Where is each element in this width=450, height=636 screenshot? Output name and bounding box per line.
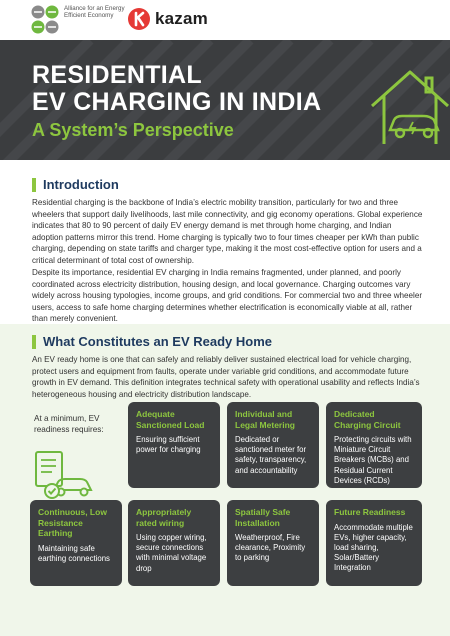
heading-accent-bar <box>32 335 36 349</box>
requirement-card-desc: Accommodate multiple EVs, higher capacity, load sharing, Solar/Battery Integration <box>334 522 413 573</box>
requirement-card <box>326 402 422 488</box>
header-logos <box>0 0 450 40</box>
ev-ready-heading <box>32 334 272 349</box>
intro-paragraph-2: Despite its importance, residential EV charging in India remains fragmented, under planned, and poorly coordinated across electricity distribution, housing design, and local governance. Charging outcomes vary widely across housing typologies, income groups, and grid conditions. For commercial two and three wheeler users, access to safe home charging determines whether electrification is economically viable at all, rather than merely convenient. <box>32 268 423 324</box>
requirement-card-desc: Using copper wiring, secure connections with minimal voltage drop <box>136 533 207 573</box>
requirement-card-title: Appropriately rated wiring <box>136 507 192 528</box>
kazam-logo-text: kazam <box>155 9 208 28</box>
requirement-card-desc: Protecting circuits with Miniature Circuit Breakers (MCBs) and Residual Current Devices (RCDs) <box>334 435 412 485</box>
page-title-line2: EV CHARGING IN INDIA <box>32 88 322 116</box>
requirement-card-title: Spatially Safe Installation <box>235 507 291 528</box>
aeee-logo-text: Alliance for an Energy Efficient Economy <box>64 5 125 19</box>
requirement-card-title: Future Readiness <box>334 507 406 517</box>
ev-ready-paragraph: An EV ready home is one that can safely and reliably deliver sustained electrical load for vehicle charging, protect users and equipment from faults, operate under variable grid conditions, and accommodate future growth in EV demand. This definition integrates technical safety with operational usability and reflects India’s heterogeneous housing and electricity distribution landscape. <box>32 355 420 399</box>
aeee-logo-icon <box>30 4 60 36</box>
requirement-card-desc: Weatherproof, Fire clearance, Proximity to parking <box>235 533 306 563</box>
intro-paragraph-1: Residential charging is the backbone of India’s electric mobility transition, particularly for two and three wheelers that support daily livelihoods, last mile connectivity, and gig economy operations. Global experience indicates that 80 to 90 percent of daily EV energy demand is met through home charging, and Indian adoption patterns mirror this trend. Home charging is typically two to four times cheaper per kWh than public charging, depending on state tariffs and charger type, making it the most cost-effective option for users and a critical determinant of total cost of ownership. <box>32 198 423 265</box>
intro-heading-text: Introduction <box>43 177 119 192</box>
kazam-logo-icon <box>128 8 150 30</box>
requirement-card-title: Dedicated Charging Circuit <box>334 409 401 430</box>
checklist-ev-icon <box>32 446 96 502</box>
requirement-card <box>227 402 319 488</box>
requirement-card-title: Adequate Sanctioned Load <box>136 409 205 430</box>
house-ev-car-icon <box>370 66 450 146</box>
page-subtitle: A System’s Perspective <box>32 120 234 140</box>
requirement-card <box>326 500 422 586</box>
requirement-card <box>128 402 220 488</box>
minimum-requirements-label: At a minimum, EV readiness requires: <box>34 414 104 434</box>
kazam-logo <box>128 6 208 32</box>
ev-ready-heading-text: What Constitutes an EV Ready Home <box>43 334 272 349</box>
hero-banner <box>0 40 450 160</box>
page-title-line1: RESIDENTIAL <box>32 61 202 89</box>
requirement-card <box>128 500 220 586</box>
requirement-card <box>227 500 319 586</box>
requirement-card-title: Continuous, Low Resistance Earthing <box>38 507 107 538</box>
requirement-card-desc: Ensuring sufficient power for charging <box>136 435 201 455</box>
requirement-card-desc: Dedicated or sanctioned meter for safety, transparency, and accountability <box>235 435 307 475</box>
intro-heading <box>32 177 119 192</box>
heading-accent-bar <box>32 178 36 192</box>
requirement-card-title: Individual and Legal Metering <box>235 409 295 430</box>
page-title <box>32 62 321 116</box>
requirement-card-desc: Maintaining safe earthing connections <box>38 543 110 563</box>
requirement-card <box>30 500 122 586</box>
